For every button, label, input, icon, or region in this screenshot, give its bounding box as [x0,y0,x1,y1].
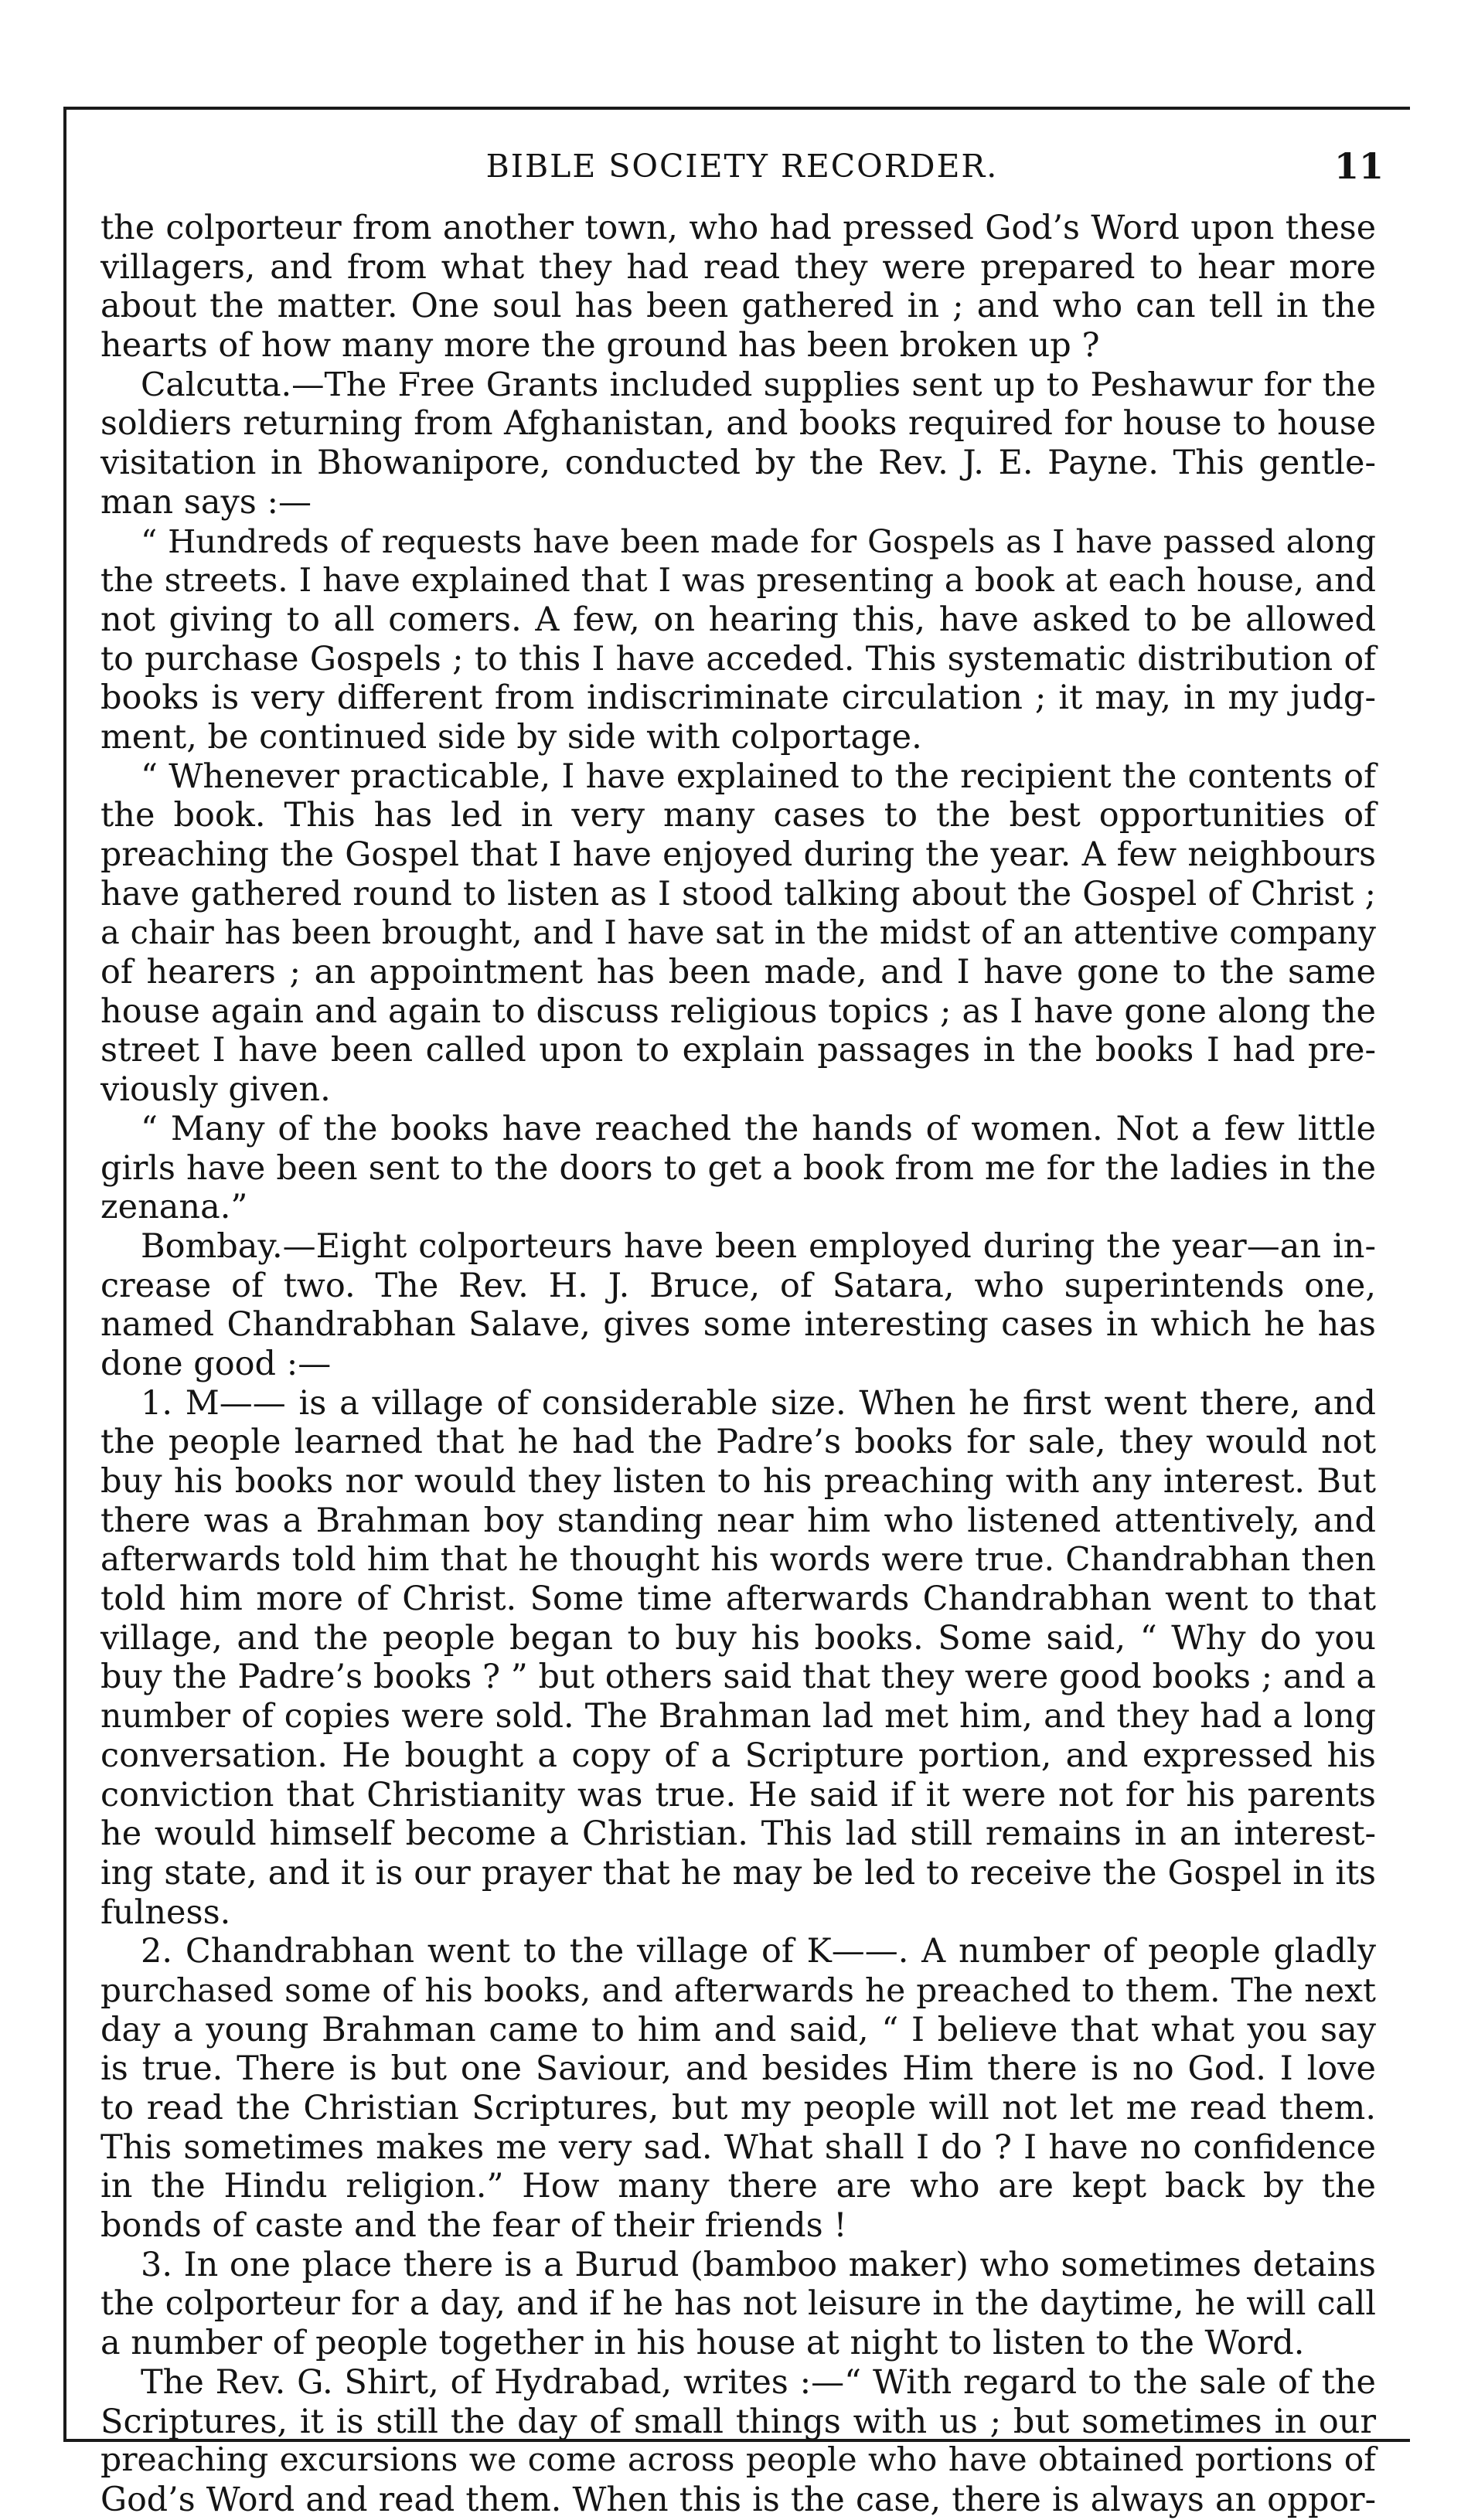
frame-top-rule [63,107,1410,110]
frame-left-rule [63,107,66,2442]
text-line: preaching excursions we come across people who have obtained portions of [100,2441,1376,2480]
text-line: villagers, and from what they had read they were prepared to hear more [100,247,1376,287]
text-line: hearts of how many more the ground has been broken up ? [100,326,1100,366]
text-line: of hearers ; an appointment has been made, and I have gone to the same [100,953,1376,992]
page-number: 11 [1333,145,1384,187]
text-line: conviction that Christianity was true. He said if it were not for his parents [100,1775,1376,1814]
text-line: the people learned that he had the Padre’s books for sale, they would not [100,1423,1376,1462]
text-line: zenana.” [100,1188,248,1227]
body-text [100,209,1376,2520]
text-line: 3. In one place there is a Burud (bamboo maker) who sometimes detains [141,2245,1376,2284]
text-line: soldiers returning from Afghanistan, and books required for house to house [100,404,1376,444]
text-line: Scriptures, it is still the day of small things with us ; but sometimes in our [100,2402,1376,2441]
text-line: 2. Chandrabhan went to the village of K——. A number of people gladly [141,1932,1376,1971]
text-line: crease of two. The Rev. H. J. Bruce, of Satara, who superintends one, [100,1266,1376,1305]
text-line: the streets. I have explained that I was presenting a book at each house, and [100,561,1376,600]
text-line: house again and again to discuss religious topics ; as I have gone along the [100,991,1376,1031]
text-line: done good :— [100,1344,332,1383]
text-line: fulness. [100,1893,231,1932]
page-header [100,143,1384,197]
text-line: man says :— [100,482,312,522]
text-line: purchased some of his books, and afterwards he preached to them. The next [100,1971,1376,2009]
text-line: This sometimes makes me very sad. What shall I do ? I have no confidence [100,2127,1376,2167]
text-line: to purchase Gospels ; to this I have acceded. This systematic distribution of [100,639,1376,678]
text-line: bonds of caste and the fear of their friends ! [100,2206,847,2246]
text-line: visitation in Bhowanipore, conducted by the Rev. J. E. Payne. This gentle- [100,444,1376,483]
text-line: is true. There is but one Saviour, and besides Him there is no God. I love [100,2049,1376,2089]
text-line: a chair has been brought, and I have sat in the midst of an attentive company [100,913,1376,952]
text-line: afterwards told him that he thought his words were true. Chandrabhan then [100,1540,1376,1579]
text-line: girls have been sent to the doors to get a book from me for the ladies in the [100,1148,1376,1188]
text-line: Bombay.—Eight colporteurs have been employed during the year—an in- [141,1226,1376,1266]
text-line: told him more of Christ. Some time afterwards Chandrabhan went to that [100,1580,1376,1619]
text-line: 1. M—— is a village of considerable size. When he first went there, and [141,1383,1376,1423]
text-line: day a young Brahman came to him and said, “ I believe that what you say [100,2010,1376,2049]
text-line: “ Whenever practicable, I have explained to the recipient the contents of [141,757,1376,796]
text-line: books is very different from indiscriminate circulation ; it may, in my judg- [100,678,1376,718]
text-line: “ Many of the books have reached the hands of women. Not a few little [141,1109,1376,1148]
text-line: ing state, and it is our prayer that he may be led to receive the Gospel in its [100,1853,1376,1893]
text-line: conversation. He bought a copy of a Scripture portion, and expressed his [100,1736,1376,1775]
text-line: to read the Christian Scriptures, but my people will not let me read them. [100,2089,1376,2127]
text-line: ment, be continued side by side with colportage. [100,717,922,757]
text-line: street I have been called upon to explain passages in the books I had pre- [100,1031,1376,1070]
text-line: the colporteur from another town, who had pressed God’s Word upon these [100,209,1376,247]
running-title: BIBLE SOCIETY RECORDER. [485,148,999,185]
text-line: number of copies were sold. The Brahman lad met him, and they had a long [100,1697,1376,1736]
text-line: buy his books nor would they listen to his preaching with any interest. But [100,1462,1376,1501]
text-line: viously given. [100,1070,331,1110]
text-line: “ Hundreds of requests have been made for Gospels as I have passed along [141,522,1376,560]
text-line: a number of people together in his house at night to listen to the Word. [100,2324,1305,2363]
text-line: he would himself become a Christian. This lad still remains in an interest- [100,1814,1376,1854]
text-line: the colporteur for a day, and if he has not leisure in the daytime, he will call [100,2284,1376,2324]
text-line: there was a Brahman boy standing near him who listened attentively, and [100,1501,1376,1540]
text-line: preaching the Gospel that I have enjoyed during the year. A few neighbours [100,835,1376,874]
text-line: have gathered round to listen as I stood talking about the Gospel of Christ ; [100,874,1376,913]
text-line: not giving to all comers. A few, on hearing this, have asked to be allowed [100,600,1376,639]
text-line: buy the Padre’s books ? ” but others said that they were good books ; and a [100,1658,1376,1697]
text-line: Calcutta.—The Free Grants included supplies sent up to Peshawur for the [141,365,1376,403]
text-line: named Chandrabhan Salave, gives some interesting cases in which he has [100,1305,1376,1345]
text-line: The Rev. G. Shirt, of Hydrabad, writes :—“ With regard to the sale of the [141,2362,1376,2402]
text-line: village, and the people began to buy his books. Some said, “ Why do you [100,1618,1376,1658]
text-line: in the Hindu religion.” How many there are who are kept back by the [100,2167,1376,2206]
text-line: God’s Word and read them. When this is the case, there is always an oppor- [100,2480,1376,2519]
text-line: the book. This has led in very many cases to the best opportunities of [100,796,1376,835]
text-line: about the matter. One soul has been gathered in ; and who can tell in the [100,287,1376,326]
